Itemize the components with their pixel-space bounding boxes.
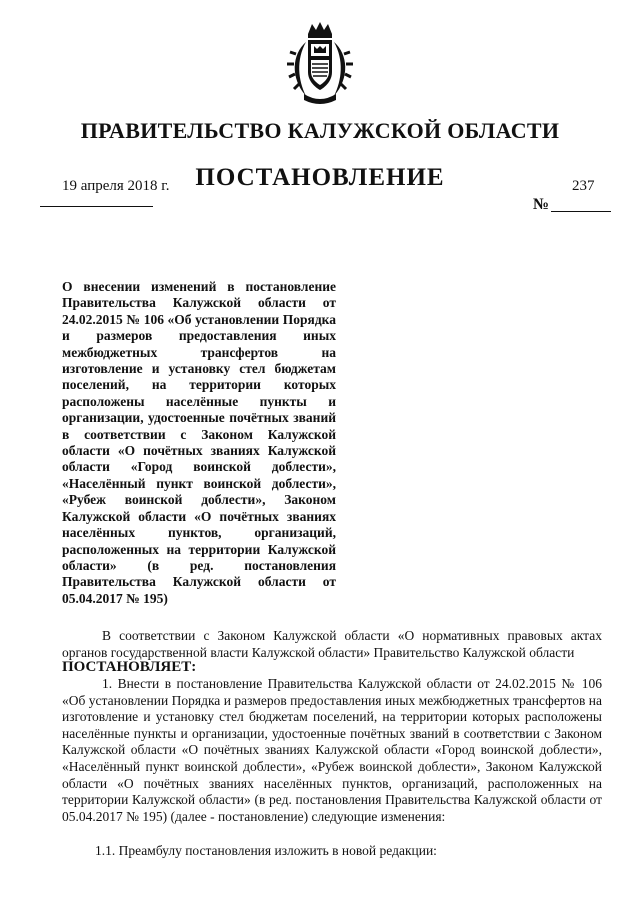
kaluga-coat-of-arms-icon [286,20,354,106]
item-1-paragraph: 1. Внести в постановление Правительства Калужской области от 24.02.2015 № 106 «Об установлении Порядка и размеров предоставления иных межбюджетных трансфертов на изготовление и установку стел бюджетам поселений, на территории которых расположены населённые пункты и организации, удостоенные почётных званий в соответствии с Законом Калужской области «О почётных званиях Калужской области «Город воинской доблести», «Населённый пункт воинской доблести», «Рубеж воинской доблести», Законом Калужской области «О почётных званиях населённых пунктов, организаций, расположенных на территории Калужской области» (в ред. постановления Правительства Калужской области от 05.04.2017 № 195) (далее - постановление) следующие изменения: [62,676,602,824]
document-number: 237 [572,178,595,194]
number-underline [551,211,611,212]
document-date: 19 апреля 2018 г. [62,178,170,194]
document-subject: О внесении изменений в постановление Правительства Калужской области от 24.02.2015 № 106 «Об установлении Порядка и размеров предоставления иных межбюджетных трансфертов на изготовление и установку стел бюджетам поселений, на территории которых расположены населённые пункты и организации, удостоенные почётных званий в соответствии с Законом Калужской области «О почётных званиях Калужской области «Город воинской доблести», «Населённый пункт воинской доблести», «Рубеж воинской доблести», Законом Калужской области «О почётных званиях населённых пунктов, организаций, расположенных на территории Калужской области» (в ред. постановления Правительства Калужской области от 05.04.2017 № 195) [62,279,336,606]
preamble-paragraph: В соответствии с Законом Калужской области «О нормативных правовых актах органов государственной власти Калужской области» Правительство Калужской области [62,628,602,660]
decree-heading: ПОСТАНОВЛЯЕТ: [62,659,197,675]
number-label: № [533,196,550,213]
item-1-1-paragraph: 1.1. Преамбулу постановления изложить в новой редакции: [95,843,437,858]
government-title: ПРАВИТЕЛЬСТВО КАЛУЖСКОЙ ОБЛАСТИ [80,118,560,143]
document-type: ПОСТАНОВЛЕНИЕ [195,164,445,191]
date-underline [40,206,153,207]
